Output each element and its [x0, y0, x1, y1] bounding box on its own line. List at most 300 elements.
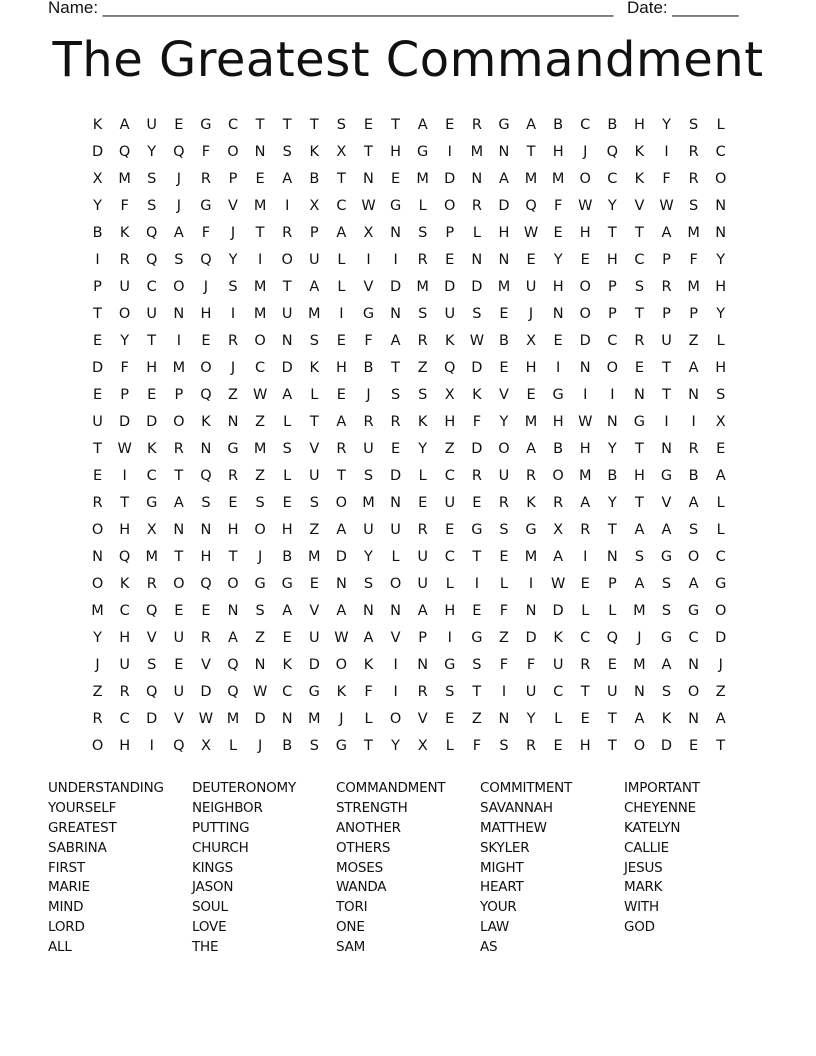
grid-letter[interactable]: Y [499, 414, 509, 430]
grid-letter[interactable]: H [579, 225, 591, 241]
grid-letter[interactable]: R [173, 441, 184, 457]
grid-letter[interactable]: Z [255, 630, 266, 646]
grid-letter[interactable]: Q [118, 144, 131, 160]
grid-letter[interactable]: I [583, 387, 588, 403]
grid-letter[interactable]: K [119, 576, 130, 592]
grid-letter[interactable]: T [716, 738, 726, 754]
grid-letter[interactable]: T [336, 468, 346, 484]
grid-letter[interactable]: H [227, 522, 239, 538]
date-field-label[interactable]: Date: _______ [627, 0, 739, 17]
grid-letter[interactable]: N [498, 252, 510, 268]
grid-letter[interactable]: J [95, 657, 100, 673]
grid-letter[interactable]: L [608, 603, 617, 619]
grid-letter[interactable]: N [173, 306, 185, 322]
grid-letter[interactable]: I [501, 684, 507, 700]
grid-letter[interactable]: M [253, 441, 267, 457]
grid-letter[interactable]: C [146, 468, 157, 484]
grid-letter[interactable]: J [176, 198, 181, 214]
grid-letter[interactable]: H [119, 738, 131, 754]
grid-letter[interactable]: N [417, 657, 429, 673]
grid-letter[interactable]: I [393, 684, 398, 700]
grid-letter[interactable]: Z [228, 387, 238, 403]
grid-letter[interactable]: M [172, 360, 186, 376]
grid-letter[interactable]: L [418, 198, 427, 214]
grid-letter[interactable]: H [200, 549, 212, 565]
grid-letter[interactable]: S [689, 117, 699, 133]
grid-letter[interactable]: E [445, 252, 455, 268]
grid-letter[interactable]: M [308, 306, 321, 322]
grid-letter[interactable]: E [201, 603, 211, 619]
grid-letter[interactable]: M [524, 171, 538, 187]
grid-letter[interactable]: A [661, 522, 672, 538]
grid-letter[interactable]: R [119, 252, 130, 268]
grid-letter[interactable]: E [499, 306, 509, 322]
grid-letter[interactable]: P [120, 387, 130, 403]
grid-letter[interactable]: F [201, 144, 211, 160]
grid-letter[interactable]: S [282, 441, 292, 457]
grid-letter[interactable]: G [362, 306, 375, 322]
grid-letter[interactable]: A [417, 117, 428, 133]
grid-letter[interactable]: U [390, 522, 401, 538]
grid-letter[interactable]: S [174, 252, 184, 268]
grid-letter[interactable]: Q [146, 252, 158, 268]
grid-letter[interactable]: D [444, 279, 456, 295]
grid-letter[interactable]: A [715, 468, 726, 484]
grid-letter[interactable]: Q [173, 738, 185, 754]
grid-letter[interactable]: X [200, 738, 211, 754]
grid-letter[interactable]: U [444, 495, 456, 511]
grid-letter[interactable]: Q [606, 630, 619, 646]
grid-letter[interactable]: R [688, 144, 699, 160]
grid-letter[interactable]: J [203, 279, 209, 295]
grid-letter[interactable]: Q [200, 576, 212, 592]
grid-letter[interactable]: Z [309, 522, 320, 538]
grid-letter[interactable]: S [661, 576, 672, 592]
grid-letter[interactable]: O [200, 360, 212, 376]
grid-letter[interactable]: O [91, 576, 104, 592]
grid-letter[interactable]: E [228, 495, 238, 511]
grid-letter[interactable]: R [390, 414, 401, 430]
grid-letter[interactable]: J [230, 360, 236, 376]
grid-letter[interactable]: U [119, 279, 130, 295]
grid-letter[interactable]: A [309, 279, 320, 295]
grid-letter[interactable]: D [552, 603, 564, 619]
grid-letter[interactable]: H [633, 117, 645, 133]
grid-letter[interactable]: G [471, 630, 483, 646]
grid-letter[interactable]: O [687, 684, 700, 700]
grid-letter[interactable]: R [227, 333, 239, 349]
grid-letter[interactable]: N [390, 495, 401, 511]
grid-letter[interactable]: M [253, 279, 267, 295]
grid-letter[interactable]: E [580, 252, 590, 268]
grid-letter[interactable]: B [553, 117, 564, 133]
grid-letter[interactable]: F [364, 333, 373, 349]
grid-letter[interactable]: T [255, 225, 265, 241]
grid-letter[interactable]: V [661, 495, 672, 511]
grid-letter[interactable]: S [309, 333, 319, 349]
grid-letter[interactable]: C [607, 171, 618, 187]
grid-letter[interactable]: X [363, 225, 374, 241]
grid-letter[interactable]: K [472, 387, 482, 403]
grid-letter[interactable]: T [309, 414, 319, 430]
grid-letter[interactable]: U [146, 117, 158, 133]
grid-letter[interactable]: O [91, 738, 104, 754]
grid-letter[interactable]: T [364, 144, 373, 160]
grid-letter[interactable]: Y [93, 630, 102, 646]
grid-letter[interactable]: C [553, 684, 564, 700]
grid-letter[interactable]: Z [92, 684, 103, 700]
grid-letter[interactable]: A [282, 387, 293, 403]
grid-letter[interactable]: K [309, 360, 320, 376]
grid-letter[interactable]: O [389, 711, 402, 727]
grid-letter[interactable]: E [282, 630, 292, 646]
grid-letter[interactable]: Z [498, 630, 509, 646]
grid-letter[interactable]: R [580, 657, 591, 673]
grid-letter[interactable]: M [362, 495, 375, 511]
grid-letter[interactable]: J [366, 387, 371, 403]
grid-letter[interactable]: S [661, 603, 672, 619]
grid-letter[interactable]: T [607, 738, 617, 754]
grid-letter[interactable]: K [119, 225, 130, 241]
grid-letter[interactable]: Y [364, 549, 373, 565]
grid-letter[interactable]: X [526, 333, 537, 349]
grid-letter[interactable]: J [637, 630, 642, 646]
grid-letter[interactable]: D [281, 360, 293, 376]
grid-letter[interactable]: L [716, 495, 725, 511]
grid-letter[interactable]: V [228, 198, 238, 214]
grid-letter[interactable]: G [660, 468, 673, 484]
grid-letter[interactable]: A [363, 630, 374, 646]
grid-letter[interactable]: M [633, 603, 646, 619]
grid-letter[interactable]: S [716, 387, 726, 403]
grid-letter[interactable]: D [471, 360, 483, 376]
grid-letter[interactable]: G [687, 603, 700, 619]
grid-letter[interactable]: O [173, 279, 185, 295]
grid-letter[interactable]: E [445, 711, 455, 727]
grid-letter[interactable]: H [633, 468, 645, 484]
grid-letter[interactable]: L [391, 549, 400, 565]
name-field-label[interactable]: Name: ______________________________________________________ [48, 0, 614, 17]
grid-letter[interactable]: Q [200, 387, 212, 403]
grid-letter[interactable]: M [524, 549, 538, 565]
grid-letter[interactable]: S [472, 657, 482, 673]
grid-letter[interactable]: A [498, 171, 509, 187]
grid-letter[interactable]: E [282, 495, 292, 511]
grid-letter[interactable]: R [526, 738, 537, 754]
grid-letter[interactable]: T [607, 522, 617, 538]
grid-letter[interactable]: T [634, 441, 644, 457]
grid-letter[interactable]: I [149, 738, 154, 754]
grid-letter[interactable]: C [715, 549, 726, 565]
grid-letter[interactable]: Q [146, 603, 158, 619]
grid-letter[interactable]: P [228, 171, 238, 187]
grid-letter[interactable]: M [578, 468, 592, 484]
grid-letter[interactable]: S [418, 387, 428, 403]
grid-letter[interactable]: N [633, 387, 645, 403]
grid-letter[interactable]: F [201, 225, 211, 241]
grid-letter[interactable]: A [336, 522, 347, 538]
grid-letter[interactable]: M [687, 225, 700, 241]
grid-letter[interactable]: H [444, 603, 456, 619]
grid-letter[interactable]: E [309, 576, 319, 592]
grid-letter[interactable]: C [444, 549, 455, 565]
grid-letter[interactable]: Q [173, 144, 185, 160]
grid-letter[interactable]: M [226, 711, 240, 727]
grid-letter[interactable]: B [92, 225, 103, 241]
grid-letter[interactable]: T [147, 333, 157, 349]
grid-letter[interactable]: O [552, 468, 564, 484]
grid-letter[interactable]: I [447, 144, 452, 160]
grid-letter[interactable]: N [227, 603, 239, 619]
grid-letter[interactable]: X [417, 738, 428, 754]
grid-letter[interactable]: D [91, 360, 104, 376]
grid-letter[interactable]: N [254, 657, 266, 673]
grid-letter[interactable]: C [634, 252, 645, 268]
grid-letter[interactable]: I [664, 144, 669, 160]
grid-letter[interactable]: M [118, 171, 131, 187]
grid-letter[interactable]: K [146, 441, 157, 457]
grid-letter[interactable]: O [335, 495, 348, 511]
grid-letter[interactable]: Y [120, 333, 130, 349]
grid-letter[interactable]: T [364, 738, 373, 754]
grid-letter[interactable]: F [553, 198, 563, 214]
grid-letter[interactable]: D [91, 144, 104, 160]
grid-letter[interactable]: Q [146, 684, 158, 700]
grid-letter[interactable]: S [499, 522, 509, 538]
grid-letter[interactable]: A [336, 225, 347, 241]
grid-letter[interactable]: L [337, 279, 346, 295]
grid-letter[interactable]: K [417, 414, 428, 430]
grid-letter[interactable]: S [282, 144, 292, 160]
grid-letter[interactable]: H [579, 738, 591, 754]
grid-letter[interactable]: S [147, 657, 157, 673]
grid-letter[interactable]: F [526, 657, 536, 673]
grid-letter[interactable]: Q [606, 144, 619, 160]
grid-letter[interactable]: H [444, 414, 456, 430]
grid-letter[interactable]: T [607, 225, 617, 241]
grid-letter[interactable]: Y [391, 738, 400, 754]
grid-letter[interactable]: P [689, 306, 698, 322]
grid-letter[interactable]: A [553, 549, 564, 565]
grid-letter[interactable]: S [634, 279, 645, 295]
grid-letter[interactable]: N [579, 360, 591, 376]
grid-letter[interactable]: T [662, 360, 671, 376]
grid-letter[interactable]: E [201, 333, 211, 349]
grid-letter[interactable]: I [583, 549, 588, 565]
grid-letter[interactable]: K [553, 630, 563, 646]
grid-letter[interactable]: N [281, 711, 293, 727]
grid-letter[interactable]: M [91, 603, 104, 619]
grid-letter[interactable]: J [583, 144, 588, 160]
grid-letter[interactable]: H [498, 225, 510, 241]
grid-letter[interactable]: O [173, 414, 185, 430]
grid-letter[interactable]: L [228, 738, 238, 754]
grid-letter[interactable]: O [714, 171, 727, 187]
grid-letter[interactable]: O [498, 441, 510, 457]
grid-letter[interactable]: N [498, 144, 510, 160]
grid-letter[interactable]: T [228, 549, 238, 565]
grid-letter[interactable]: O [281, 252, 293, 268]
grid-letter[interactable]: T [634, 306, 644, 322]
grid-letter[interactable]: R [227, 468, 239, 484]
grid-letter[interactable]: W [198, 711, 214, 727]
grid-letter[interactable]: Y [93, 198, 102, 214]
grid-letter[interactable]: C [715, 144, 726, 160]
grid-letter[interactable]: A [336, 603, 347, 619]
grid-letter[interactable]: S [634, 549, 645, 565]
grid-letter[interactable]: T [526, 144, 536, 160]
grid-letter[interactable]: N [363, 603, 374, 619]
grid-letter[interactable]: Y [607, 441, 617, 457]
grid-letter[interactable]: U [552, 657, 564, 673]
grid-letter[interactable]: G [525, 522, 537, 538]
grid-letter[interactable]: O [687, 549, 700, 565]
grid-letter[interactable]: G [715, 576, 727, 592]
grid-letter[interactable]: K [634, 144, 645, 160]
grid-letter[interactable]: C [580, 630, 591, 646]
grid-letter[interactable]: H [390, 144, 402, 160]
grid-letter[interactable]: P [607, 576, 617, 592]
grid-letter[interactable]: I [664, 414, 669, 430]
grid-letter[interactable]: T [93, 306, 102, 322]
grid-letter[interactable]: I [528, 576, 534, 592]
grid-letter[interactable]: Y [228, 252, 238, 268]
grid-letter[interactable]: M [253, 198, 267, 214]
grid-letter[interactable]: E [553, 333, 563, 349]
grid-letter[interactable]: M [524, 414, 538, 430]
grid-letter[interactable]: E [445, 522, 455, 538]
grid-letter[interactable]: E [716, 441, 726, 457]
grid-letter[interactable]: W [252, 684, 268, 700]
grid-letter[interactable]: N [200, 441, 212, 457]
grid-letter[interactable]: R [553, 495, 564, 511]
grid-letter[interactable]: E [147, 387, 157, 403]
grid-letter[interactable]: A [390, 333, 401, 349]
grid-letter[interactable]: Y [716, 252, 726, 268]
grid-letter[interactable]: K [445, 333, 455, 349]
grid-letter[interactable]: G [200, 117, 212, 133]
grid-letter[interactable]: R [200, 171, 211, 187]
grid-letter[interactable]: H [715, 279, 727, 295]
grid-letter[interactable]: Q [118, 549, 131, 565]
grid-letter[interactable]: J [718, 657, 723, 673]
grid-letter[interactable]: J [339, 711, 344, 727]
grid-letter[interactable]: U [281, 306, 293, 322]
grid-letter[interactable]: I [230, 306, 236, 322]
grid-letter[interactable]: F [364, 684, 373, 700]
grid-letter[interactable]: L [716, 522, 725, 538]
grid-letter[interactable]: I [122, 468, 127, 484]
grid-letter[interactable]: F [499, 657, 509, 673]
grid-letter[interactable]: X [553, 522, 564, 538]
grid-letter[interactable]: A [661, 225, 672, 241]
grid-letter[interactable]: H [579, 441, 591, 457]
grid-letter[interactable]: E [526, 387, 536, 403]
grid-letter[interactable]: W [578, 414, 593, 430]
grid-letter[interactable]: G [471, 522, 483, 538]
grid-letter[interactable]: N [688, 711, 700, 727]
grid-letter[interactable]: O [335, 657, 348, 673]
grid-letter[interactable]: R [471, 198, 482, 214]
grid-letter[interactable]: A [634, 522, 645, 538]
grid-letter[interactable]: K [201, 414, 211, 430]
grid-letter[interactable]: M [687, 279, 700, 295]
grid-letter[interactable]: N [227, 414, 239, 430]
grid-letter[interactable]: U [363, 441, 374, 457]
grid-letter[interactable]: C [255, 360, 266, 376]
grid-letter[interactable]: E [390, 441, 401, 457]
grid-letter[interactable]: R [580, 522, 591, 538]
grid-letter[interactable]: M [416, 171, 429, 187]
grid-letter[interactable]: Z [255, 468, 266, 484]
grid-letter[interactable]: R [634, 333, 645, 349]
grid-letter[interactable]: L [418, 468, 427, 484]
grid-letter[interactable]: Y [418, 441, 428, 457]
grid-letter[interactable]: G [633, 414, 646, 430]
grid-letter[interactable]: C [119, 711, 130, 727]
grid-letter[interactable]: G [227, 441, 239, 457]
grid-letter[interactable]: P [662, 252, 671, 268]
grid-letter[interactable]: W [252, 387, 268, 403]
grid-letter[interactable]: E [553, 225, 563, 241]
grid-letter[interactable]: O [579, 306, 591, 322]
grid-letter[interactable]: K [336, 684, 347, 700]
grid-letter[interactable]: L [310, 387, 319, 403]
grid-letter[interactable]: E [92, 387, 103, 403]
grid-letter[interactable]: D [389, 468, 402, 484]
grid-letter[interactable]: D [146, 414, 158, 430]
grid-letter[interactable]: E [92, 468, 103, 484]
grid-letter[interactable]: L [337, 252, 346, 268]
grid-letter[interactable]: U [444, 306, 456, 322]
grid-letter[interactable]: P [607, 279, 617, 295]
grid-letter[interactable]: E [174, 603, 184, 619]
grid-letter[interactable]: M [308, 549, 321, 565]
grid-letter[interactable]: Q [227, 684, 239, 700]
grid-letter[interactable]: T [282, 279, 292, 295]
grid-letter[interactable]: U [525, 279, 537, 295]
grid-letter[interactable]: U [308, 468, 320, 484]
grid-letter[interactable]: M [145, 549, 158, 565]
grid-letter[interactable]: K [92, 117, 103, 133]
grid-letter[interactable]: U [661, 333, 672, 349]
grid-letter[interactable]: S [418, 306, 428, 322]
grid-letter[interactable]: S [201, 495, 211, 511]
grid-letter[interactable]: F [689, 252, 698, 268]
grid-letter[interactable]: G [444, 657, 456, 673]
grid-letter[interactable]: H [200, 306, 212, 322]
grid-letter[interactable]: T [580, 684, 590, 700]
grid-letter[interactable]: N [173, 522, 185, 538]
grid-letter[interactable]: F [499, 603, 509, 619]
grid-letter[interactable]: M [470, 144, 484, 160]
grid-letter[interactable]: A [173, 495, 184, 511]
grid-letter[interactable]: E [607, 657, 617, 673]
grid-letter[interactable]: K [309, 144, 320, 160]
grid-letter[interactable]: E [499, 360, 509, 376]
grid-letter[interactable]: U [92, 414, 103, 430]
grid-letter[interactable]: N [390, 225, 401, 241]
grid-letter[interactable]: W [578, 198, 593, 214]
grid-letter[interactable]: J [257, 738, 263, 754]
grid-letter[interactable]: G [498, 117, 510, 133]
grid-letter[interactable]: C [227, 117, 239, 133]
grid-letter[interactable]: I [285, 198, 290, 214]
grid-letter[interactable]: D [335, 549, 347, 565]
grid-letter[interactable]: E [92, 333, 103, 349]
grid-letter[interactable]: R [417, 522, 428, 538]
grid-letter[interactable]: M [416, 279, 429, 295]
